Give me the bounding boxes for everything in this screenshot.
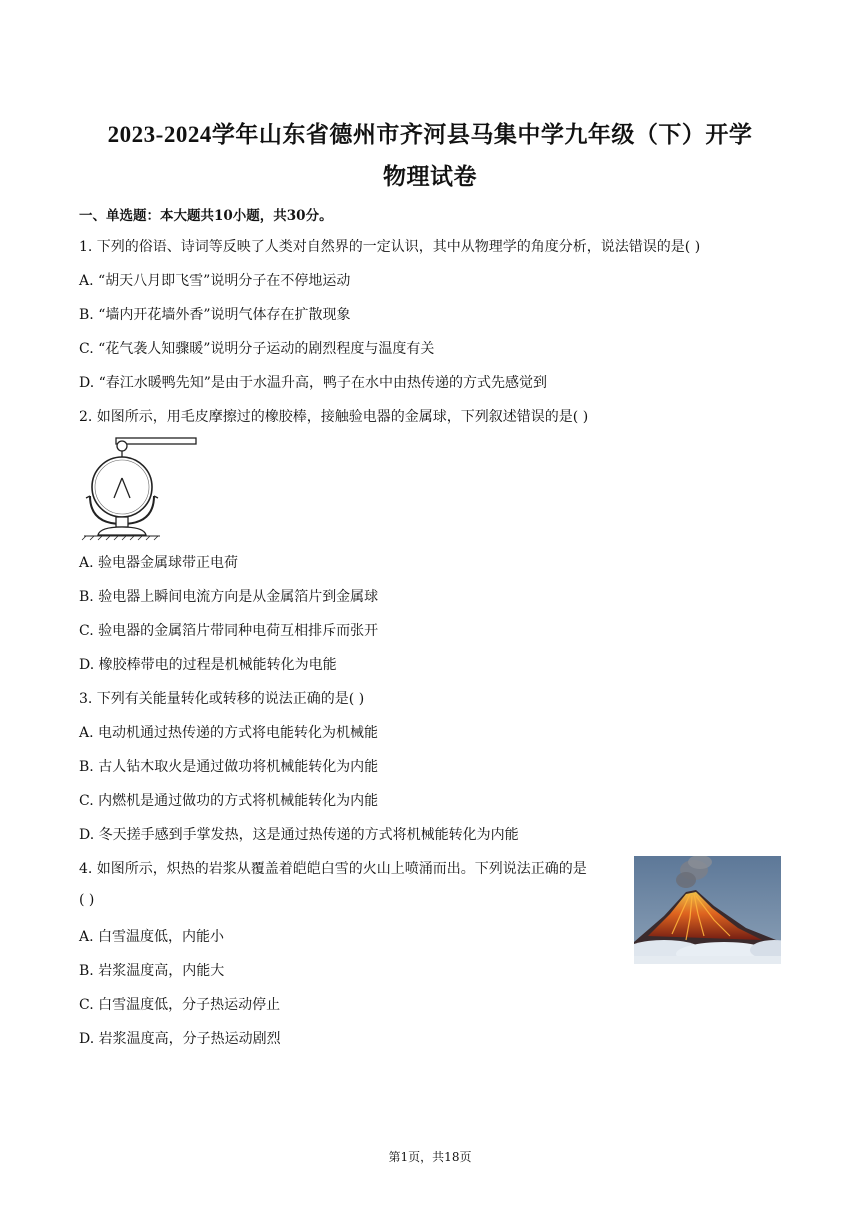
question-1-option-a: A. “胡天八月即飞雪”说明分子在不停地运动	[79, 273, 351, 289]
exam-title-line2: 物理试卷	[383, 164, 477, 189]
question-4-option-c: C. 白雪温度低，分子热运动停止	[79, 997, 281, 1013]
question-3-stem: 3. 下列有关能量转化或转移的说法正确的是( )	[79, 691, 365, 707]
question-3-option-d: D. 冬天搓手感到手掌发热，这是通过热传递的方式将机械能转化为内能	[79, 827, 519, 843]
question-2-option-a: A. 验电器金属球带正电荷	[79, 555, 239, 571]
question-2-option-d: D. 橡胶棒带电的过程是机械能转化为电能	[79, 657, 337, 673]
question-2-option-c: C. 验电器的金属箔片带同种电荷互相排斥而张开	[79, 623, 379, 639]
question-3-option-b: B. 古人钻木取火是通过做功将机械能转化为内能	[79, 759, 379, 775]
question-3-option-a: A. 电动机通过热传递的方式将电能转化为机械能	[79, 725, 379, 741]
question-1-option-b: B. “墙内开花墙外香”说明气体存在扩散现象	[79, 307, 351, 323]
question-4-option-d: D. 岩浆温度高，分子热运动剧烈	[79, 1031, 281, 1047]
question-1-option-c: C. “花气袭人知骤暖”说明分子运动的剧烈程度与温度有关	[79, 341, 435, 357]
exam-title-line1: 2023-2024学年山东省德州市齐河县马集中学九年级（下）开学	[107, 122, 753, 147]
page-footer: 第1页，共18页	[388, 1150, 472, 1164]
question-1-stem: 1. 下列的俗语、诗词等反映了人类对自然界的一定认识，其中从物理学的角度分析，说法错误的是( )	[79, 239, 701, 255]
question-3-option-c: C. 内燃机是通过做功的方式将机械能转化为内能	[79, 793, 379, 809]
question-1-option-d: D. “春江水暖鸭先知”是由于水温升高，鸭子在水中由热传递的方式先感觉到	[79, 375, 547, 391]
question-4-stem: 4. 如图所示，炽热的岩浆从覆盖着皑皑白雪的火山上喷涌而出。下列说法正确的是	[79, 861, 587, 877]
question-2-stem: 2. 如图所示，用毛皮摩擦过的橡胶棒，接触验电器的金属球，下列叙述错误的是( )	[79, 409, 589, 425]
electroscope-figure	[80, 432, 200, 542]
volcano-photo	[634, 856, 781, 964]
question-4-option-b: B. 岩浆温度高，内能大	[79, 963, 225, 979]
question-4-option-a: A. 白雪温度低，内能小	[79, 929, 225, 945]
section-heading: 一、单选题：本大题共10小题，共30分。	[79, 208, 333, 224]
question-2-option-b: B. 验电器上瞬间电流方向是从金属箔片到金属球	[79, 589, 379, 605]
question-4-stem-cont: ( )	[79, 892, 95, 908]
